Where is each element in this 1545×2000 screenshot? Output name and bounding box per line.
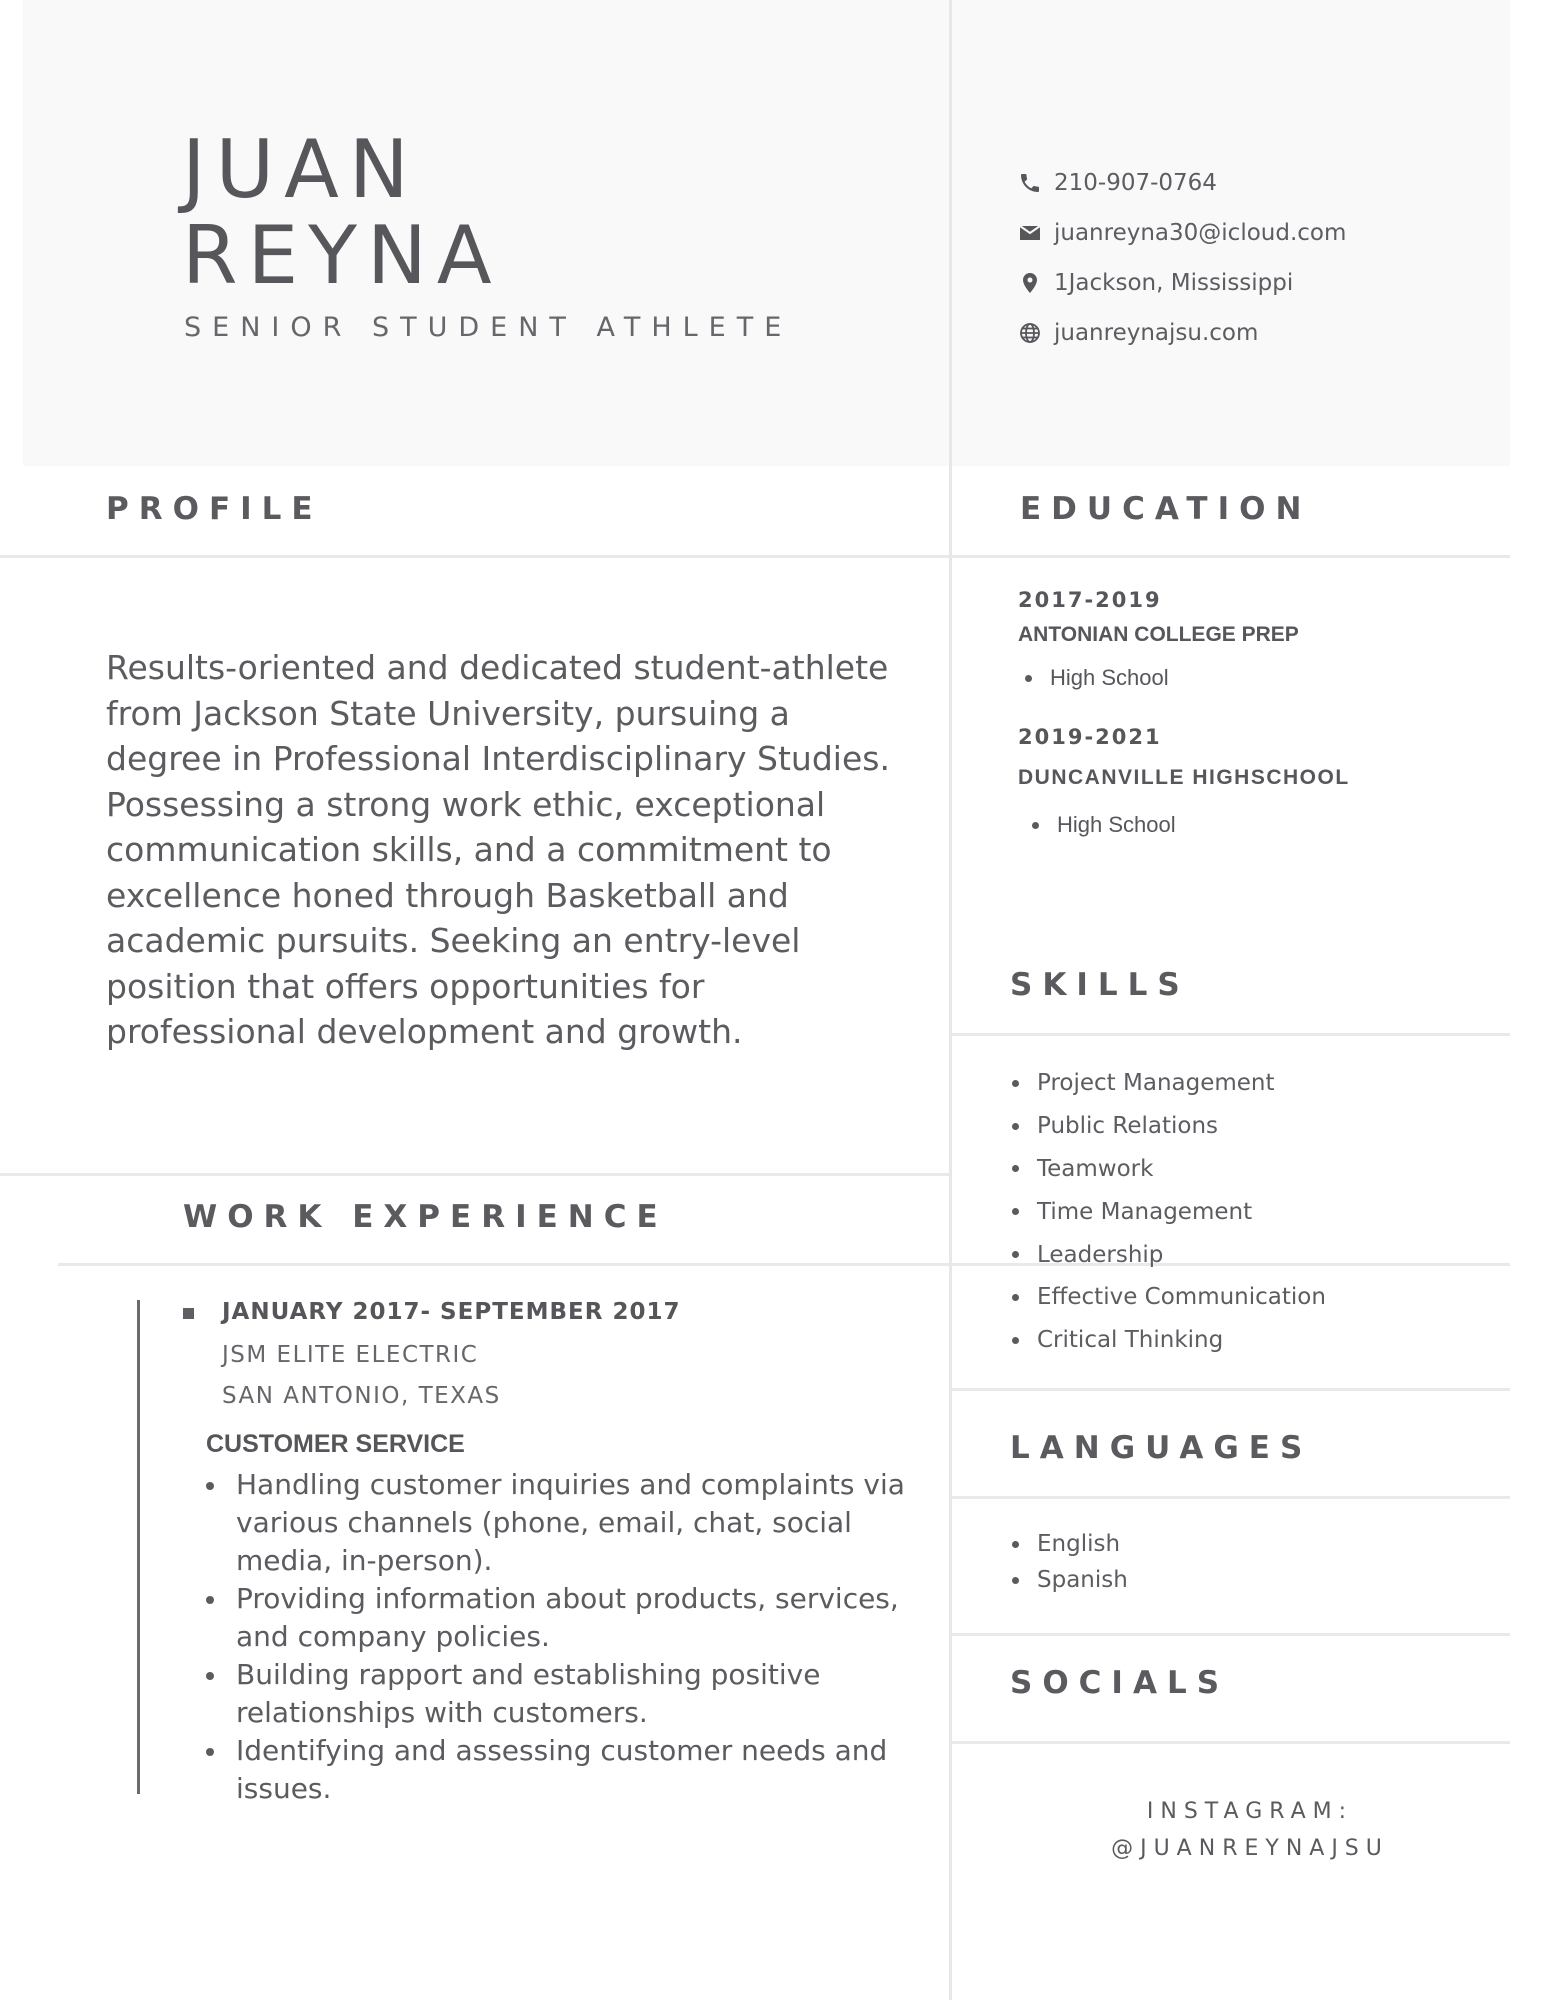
divider — [952, 1033, 1510, 1036]
list-item: Critical Thinking — [1012, 1319, 1326, 1362]
education-years: 2019-2021 — [1018, 725, 1162, 749]
location-pin-icon — [1018, 271, 1042, 295]
list-item: Teamwork — [1012, 1148, 1326, 1191]
education-years: 2017-2019 — [1018, 588, 1162, 612]
list-item: Building rapport and establishing positive relationships with customers. — [200, 1656, 920, 1732]
profile-heading: PROFILE — [106, 491, 323, 527]
education-school: DUNCANVILLE HIGHSCHOOL — [1018, 766, 1350, 789]
divider — [952, 1741, 1510, 1744]
list-item: Public Relations — [1012, 1105, 1326, 1148]
last-name: REYNA — [182, 209, 502, 302]
divider — [0, 1173, 949, 1176]
list-item: English — [1012, 1526, 1128, 1562]
instagram-label: INSTAGRAM: — [1146, 1799, 1354, 1824]
job-dates: JANUARY 2017- SEPTEMBER 2017 — [222, 1299, 681, 1325]
instagram-handle[interactable] — [1040, 1793, 1460, 1867]
divider — [952, 1633, 1510, 1636]
work-experience-heading: WORK EXPERIENCE — [183, 1199, 668, 1235]
divider — [0, 555, 949, 558]
divider — [952, 1388, 1510, 1391]
socials-heading: SOCIALS — [1010, 1665, 1230, 1701]
job-company: JSM ELITE ELECTRIC — [222, 1342, 479, 1368]
list-item: Spanish — [1012, 1562, 1128, 1598]
website-link[interactable]: juanreynajsu.com — [1054, 320, 1259, 346]
list-item: Project Management — [1012, 1062, 1326, 1105]
contact-location — [1018, 266, 1293, 300]
phone-icon — [1018, 171, 1042, 195]
email-address[interactable]: juanreyna30@icloud.com — [1054, 220, 1347, 246]
first-name: JUAN — [182, 123, 419, 216]
education-school: ANTONIAN COLLEGE PREP — [1018, 623, 1299, 646]
skills-heading: SKILLS — [1010, 967, 1190, 1003]
list-item: Effective Communication — [1012, 1276, 1326, 1319]
phone-number[interactable]: 210-907-0764 — [1054, 170, 1217, 196]
bullet-dot — [1025, 675, 1032, 682]
list-item: Providing information about products, services, and company policies. — [200, 1580, 920, 1656]
job-duties-list — [200, 1466, 920, 1808]
education-level — [1025, 665, 1169, 691]
education-level-text: High School — [1050, 665, 1169, 690]
divider — [952, 555, 1510, 558]
divider — [952, 1496, 1510, 1499]
email-icon — [1018, 221, 1042, 245]
instagram-username[interactable]: @JUANREYNAJSU — [1111, 1836, 1389, 1861]
languages-heading: LANGUAGES — [1010, 1430, 1313, 1466]
globe-icon — [1018, 321, 1042, 345]
timeline-marker — [183, 1308, 194, 1319]
languages-list — [1012, 1526, 1128, 1598]
list-item: Handling customer inquiries and complaints via various channels (phone, email, chat, social media, in-person). — [200, 1466, 920, 1580]
location: 1Jackson, Mississippi — [1054, 270, 1294, 296]
timeline-bar — [137, 1300, 140, 1794]
contact-website — [1018, 316, 1258, 350]
skills-list — [1012, 1062, 1326, 1362]
list-item: Time Management — [1012, 1190, 1326, 1233]
job-subtitle: SENIOR STUDENT ATHLETE — [184, 312, 793, 343]
list-item: Identifying and assessing customer needs and issues. — [200, 1732, 920, 1808]
contact-phone — [1018, 166, 1217, 200]
profile-summary: Results-oriented and dedicated student-athlete from Jackson State University, pursuing a degree in Professional Interdisciplinary Studies. Possessing a strong work ethic, exceptional communication skills, and a commitment to excellence honed through Basketball and academic pursuits. Seeking an entry-level position that offers opportunities for professional development and growth. — [106, 648, 890, 1051]
bullet-dot — [1032, 822, 1039, 829]
education-level-text: High School — [1057, 812, 1176, 837]
job-role: CUSTOMER SERVICE — [206, 1430, 465, 1458]
list-item: Leadership — [1012, 1233, 1326, 1276]
education-heading: EDUCATION — [1020, 491, 1312, 527]
column-divider — [949, 0, 952, 2000]
contact-email — [1018, 216, 1346, 250]
education-level — [1032, 812, 1176, 838]
job-location: SAN ANTONIO, TEXAS — [222, 1383, 501, 1409]
